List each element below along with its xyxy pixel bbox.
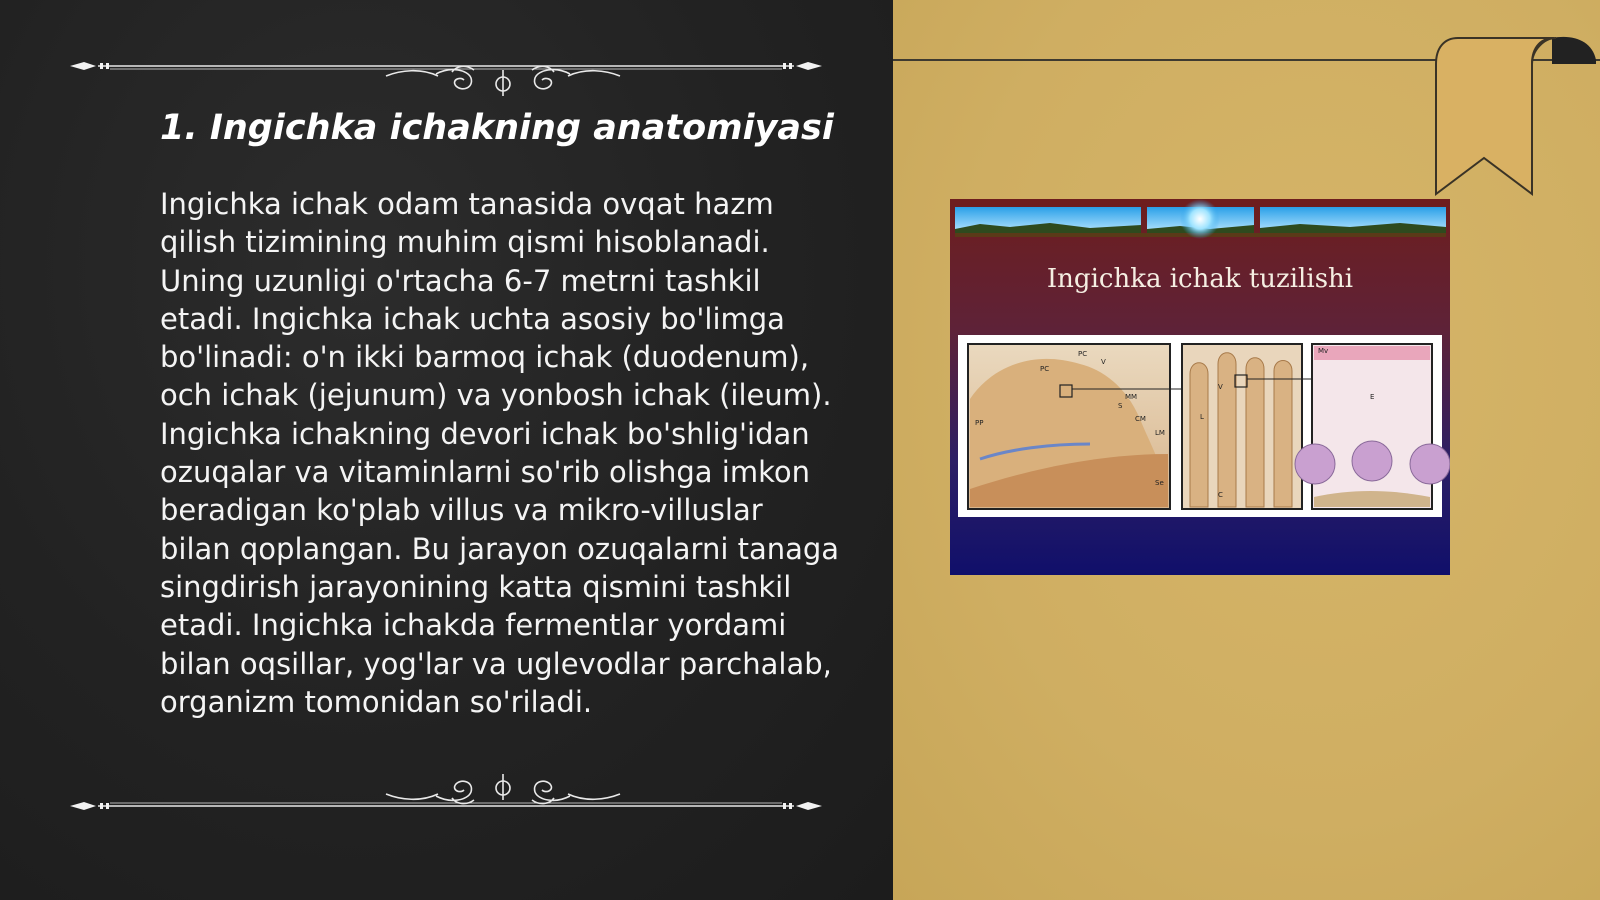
- bookmark-icon: [1432, 34, 1600, 204]
- image-caption: Ingichka ichak tuzilishi: [1046, 264, 1354, 294]
- svg-text:L: L: [1200, 413, 1204, 421]
- slide-title: 1. Ingichka ichakning anatomiyasi: [160, 108, 834, 148]
- svg-text:PC: PC: [1078, 350, 1088, 358]
- svg-text:MM: MM: [1125, 393, 1138, 401]
- svg-text:V: V: [1218, 383, 1223, 391]
- svg-text:V: V: [1101, 358, 1106, 366]
- body-paragraph: Ingichka ichak odam tanasida ovqat hazm qilish tizimining muhim qismi hisoblanadi. Uning uzunligi o'rtacha 6-7 metrni tashkil etadi. Ingichka ichak uchta asosiy bo'limga bo'linadi: o'n ikki barmoq ichak (duodenum), och ichak (jejunum) va yonbosh ichak (ileum). Ingichka ichakning devori ichak bo'shlig'idan ozuqalar va vitaminlarni so'rib olishga imkon beradigan ko'plab villus va mikro-villuslar bilan qoplangan. Bu jarayon ozuqalarni tanaga singdirish jarayonining katta qismini tashkil etadi. Ingichka ichakda fermentlar yordami bilan oqsillar, yog'lar va uglevodlar parchalab, organizm tomonidan so'riladi.: [160, 187, 840, 719]
- svg-text:C: C: [1218, 491, 1223, 499]
- svg-text:PP: PP: [975, 419, 984, 427]
- top-ornament: [66, 46, 826, 96]
- svg-text:E: E: [1370, 393, 1375, 401]
- svg-text:CM: CM: [1135, 415, 1146, 423]
- intestine-structure-image: [950, 199, 1450, 575]
- svg-text:LM: LM: [1155, 429, 1165, 437]
- svg-text:S: S: [1118, 402, 1123, 410]
- svg-text:Mv: Mv: [1318, 347, 1329, 355]
- svg-text:Se: Se: [1155, 479, 1164, 487]
- bottom-ornament: [66, 774, 826, 824]
- svg-text:PC: PC: [1040, 365, 1050, 373]
